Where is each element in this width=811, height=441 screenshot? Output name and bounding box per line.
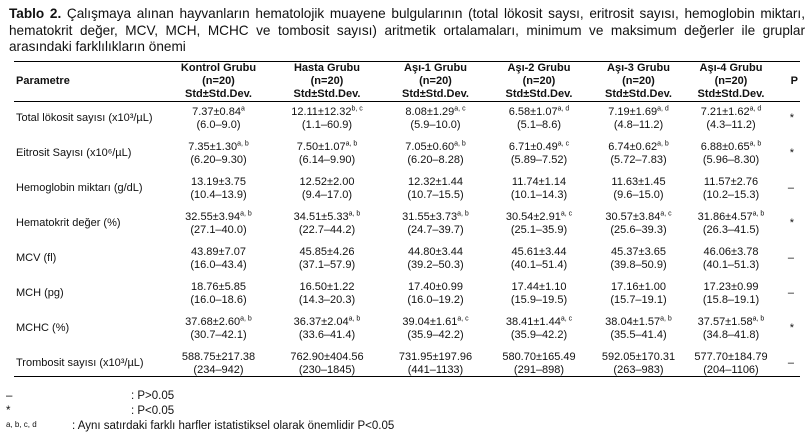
min-max-range: (37.1–57.9): [298, 258, 356, 271]
value-cell: [271, 281, 383, 306]
significance-letters: a: [240, 105, 245, 113]
min-max-range: (9.4–17.0): [301, 188, 353, 201]
min-max-range: (5.89–7.52): [510, 153, 568, 166]
min-max-range: (10.4–13.9): [190, 188, 247, 201]
table-body: [14, 102, 800, 377]
mean-sd-value: 7.50±1.07: [296, 141, 346, 153]
mean-sd: [590, 246, 687, 259]
mean-sd-value: 31.86±4.57: [697, 211, 753, 223]
mean-sd-value: 30.57±3.84: [605, 211, 661, 223]
value-cell: [166, 211, 271, 236]
group-stat: Std±Std.Dev.: [402, 88, 469, 100]
min-max-range: (24.7–39.7): [407, 223, 464, 236]
group-name: Hasta Grubu: [293, 62, 360, 74]
min-max-range: (27.1–40.0): [190, 223, 247, 236]
value-cell: [687, 351, 775, 377]
group-n: (n=20): [419, 75, 452, 87]
group-stat: Std±Std.Dev.: [505, 88, 573, 100]
legend-symbol: a, b, c, d: [6, 420, 37, 429]
value-cell: [590, 351, 687, 377]
p-significance: –: [787, 287, 794, 300]
significance-letters: a, c: [660, 210, 672, 218]
mean-sd: [383, 246, 488, 259]
value-cell: [687, 211, 775, 236]
mean-sd: [590, 106, 687, 119]
mean-sd-value: 580.70±165.49: [502, 351, 576, 363]
mean-sd: [590, 316, 687, 329]
value-cell: [166, 176, 271, 201]
min-max-range: (5.9–10.0): [410, 118, 461, 131]
mean-sd-value: 34.51±5.33: [293, 211, 349, 223]
significance-letters: a, b: [660, 315, 672, 323]
min-max-range: (39.8–50.9): [610, 258, 667, 271]
min-max-range: (10.2–15.3): [702, 188, 760, 201]
min-max-range: (16.0–19.2): [407, 293, 464, 306]
mean-sd: [271, 176, 383, 189]
group-name: Aşı-1 Grubu: [404, 62, 467, 74]
parameter-name: Trombosit sayısı (x10³/µL): [14, 351, 166, 377]
value-cell: [687, 316, 775, 341]
min-max-range: (5.1–8.6): [516, 118, 562, 131]
mean-sd-value: 37.68±2.60: [185, 316, 241, 328]
group-stat: Std±Std.Dev.: [293, 88, 361, 100]
value-cell: [488, 351, 590, 377]
mean-sd-value: 45.61±3.44: [511, 246, 567, 258]
mean-sd: [166, 246, 271, 259]
mean-sd: [488, 316, 590, 329]
value-cell: [488, 281, 590, 306]
group-stat: Std±Std.Dev.: [605, 88, 672, 100]
table-row: [14, 141, 800, 166]
group-name: Aşı-4 Grubu: [699, 62, 763, 74]
group-n: (n=20): [522, 75, 556, 87]
significance-letters: a, c: [557, 140, 570, 148]
min-max-range: (30.7–42.1): [190, 328, 247, 341]
mean-sd-value: 13.19±3.75: [191, 176, 246, 188]
legend-text: : P>0.05: [131, 390, 175, 402]
p-significance: *: [789, 322, 794, 335]
group-stat: Std±Std.Dev.: [697, 88, 765, 100]
mean-sd: [383, 106, 488, 119]
mean-sd-value: 12.11±12.32: [291, 106, 352, 118]
group-n: (n=20): [202, 75, 235, 87]
min-max-range: (40.1–51.3): [702, 258, 760, 271]
group-header: [271, 62, 383, 102]
value-cell: [590, 141, 687, 166]
table-row: [14, 176, 800, 201]
mean-sd-value: 11.57±2.76: [703, 176, 759, 188]
param-header: Parametre: [14, 62, 166, 102]
min-max-range: (14.3–20.3): [298, 293, 356, 306]
significance-letters: a, d: [749, 105, 762, 113]
mean-sd: [271, 246, 383, 259]
value-cell: [166, 102, 271, 132]
table-row: [14, 316, 800, 341]
mean-sd: [383, 141, 488, 154]
significance-letters: a, b: [240, 210, 252, 218]
table-row: [14, 351, 800, 377]
mean-sd: [383, 281, 488, 294]
significance-letters: a, c: [560, 210, 573, 218]
mean-sd-value: 6.58±1.07: [508, 106, 558, 118]
mean-sd-value: 12.32±1.44: [408, 176, 463, 188]
group-header: [166, 62, 271, 102]
min-max-range: (6.20–8.28): [407, 153, 464, 166]
mean-sd-value: 18.76±5.85: [191, 281, 246, 293]
min-max-range: (35.5–41.4): [610, 328, 667, 341]
p-significance: –: [787, 182, 794, 195]
mean-sd: [687, 211, 775, 224]
row-spacer: [14, 341, 800, 351]
min-max-range: (204–1106): [703, 363, 759, 376]
value-cell: [590, 176, 687, 201]
row-spacer: [14, 306, 800, 316]
value-cell: [271, 351, 383, 377]
min-max-range: (15.9–19.5): [510, 293, 568, 306]
mean-sd: [271, 211, 383, 224]
mean-sd: [166, 176, 271, 189]
mean-sd-value: 577.70±184.79: [694, 351, 768, 363]
legend-symbol: –: [6, 390, 13, 402]
min-max-range: (6.20–9.30): [190, 153, 247, 166]
min-max-range: (16.0–18.6): [190, 293, 247, 306]
value-cell: [166, 246, 271, 271]
value-cell: [488, 102, 590, 132]
mean-sd: [488, 141, 590, 154]
min-max-range: (6.0–9.0): [196, 118, 241, 131]
mean-sd-value: 12.52±2.00: [299, 176, 355, 188]
mean-sd-value: 36.37±2.04: [293, 316, 349, 328]
mean-sd: [590, 141, 687, 154]
value-cell: [488, 211, 590, 236]
value-cell: [383, 246, 488, 271]
significance-letters: a, d: [557, 105, 570, 113]
group-name: Kontrol Grubu: [180, 62, 257, 74]
group-n: (n=20): [622, 75, 655, 87]
significance-letters: b, c: [351, 105, 363, 113]
mean-sd-value: 17.44±1.10: [511, 281, 567, 293]
row-spacer: [14, 131, 800, 141]
mean-sd: [271, 141, 383, 154]
value-cell: [271, 316, 383, 341]
mean-sd: [488, 176, 590, 189]
value-cell: [590, 102, 687, 132]
mean-sd: [166, 281, 271, 294]
mean-sd-value: 11.74±1.14: [511, 176, 567, 188]
mean-sd-value: 6.71±0.49: [508, 141, 558, 153]
significance-letters: a, b: [457, 210, 469, 218]
mean-sd-value: 7.21±1.62: [700, 106, 750, 118]
mean-sd: [687, 281, 775, 294]
value-cell: [488, 176, 590, 201]
parameter-name: Hematokrit değer (%): [16, 217, 121, 230]
mean-sd: [687, 351, 775, 364]
p-header: P: [775, 62, 800, 102]
mean-sd-value: 7.19±1.69: [608, 106, 658, 118]
significance-letters: a, b: [752, 315, 765, 323]
row-spacer-cell: [14, 131, 800, 141]
table-label: Tablo 2.: [9, 6, 62, 21]
mean-sd-value: 17.40±0.99: [408, 281, 463, 293]
mean-sd: [166, 351, 271, 364]
value-cell: [687, 102, 775, 132]
legend-text: : P<0.05: [131, 405, 175, 417]
parameter-name: Eitrosit Sayısı (x10⁶/µL): [16, 147, 132, 160]
mean-sd-value: 38.04±1.57: [605, 316, 661, 328]
min-max-range: (25.1–35.9): [510, 223, 568, 236]
mean-sd: [590, 176, 687, 189]
mean-sd: [271, 106, 383, 119]
value-cell: [271, 102, 383, 132]
mean-sd: [271, 351, 383, 364]
significance-letters: a, b: [348, 210, 361, 218]
value-cell: [271, 141, 383, 166]
significance-letters: a, b: [348, 315, 361, 323]
significance-letters: a, b: [345, 140, 358, 148]
row-spacer: [14, 166, 800, 176]
min-max-range: (25.6–39.3): [610, 223, 667, 236]
min-max-range: (35.9–42.2): [407, 328, 464, 341]
min-max-range: (4.8–11.2): [613, 118, 664, 131]
value-cell: [590, 281, 687, 306]
value-cell: [687, 281, 775, 306]
mean-sd: [488, 106, 590, 119]
min-max-range: (15.7–19.1): [610, 293, 667, 306]
group-name: Aşı-2 Grubu: [507, 62, 571, 74]
group-name: Aşı-3 Grubu: [607, 62, 670, 74]
row-spacer-cell: [14, 306, 800, 316]
min-max-range: (234–942): [193, 363, 244, 376]
group-header: [687, 62, 775, 102]
mean-sd: [687, 246, 775, 259]
value-cell: [488, 316, 590, 341]
mean-sd: [271, 281, 383, 294]
significance-letters: a, b: [749, 140, 762, 148]
row-spacer-cell: [14, 166, 800, 176]
mean-sd-value: 46.06±3.78: [703, 246, 759, 258]
value-cell: [166, 141, 271, 166]
significance-letters: a, d: [657, 105, 669, 113]
row-spacer: [14, 271, 800, 281]
value-cell: [590, 316, 687, 341]
min-max-range: (230–1845): [298, 363, 356, 376]
value-cell: [383, 211, 488, 236]
value-cell: [383, 351, 488, 377]
min-max-range: (1.1–60.9): [301, 118, 353, 131]
significance-letters: a, b: [237, 140, 249, 148]
mean-sd: [166, 141, 271, 154]
table-row: [14, 211, 800, 236]
table-caption: [9, 6, 805, 56]
value-cell: [383, 316, 488, 341]
row-spacer-cell: [14, 201, 800, 211]
min-max-range: (441–1133): [407, 363, 464, 376]
group-header: [488, 62, 590, 102]
mean-sd-value: 43.89±7.07: [191, 246, 246, 258]
mean-sd: [488, 246, 590, 259]
mean-sd-value: 16.50±1.22: [299, 281, 355, 293]
row-spacer-cell: [14, 236, 800, 246]
row-spacer-cell: [14, 341, 800, 351]
min-max-range: (34.8–41.8): [702, 328, 760, 341]
min-max-range: (4.3–11.2): [706, 118, 756, 131]
significance-letters: a, c: [457, 315, 469, 323]
mean-sd: [271, 316, 383, 329]
parameter-name: Total lökosit sayısı (x10³/µL): [16, 112, 153, 125]
min-max-range: (33.6–41.4): [298, 328, 356, 341]
parameter-name: MCH (pg): [16, 287, 64, 300]
significance-letters: a, b: [752, 210, 765, 218]
mean-sd: [687, 106, 775, 119]
min-max-range: (5.96–8.30): [702, 153, 760, 166]
min-max-range: (16.0–43.4): [190, 258, 247, 271]
value-cell: [383, 281, 488, 306]
mean-sd: [687, 141, 775, 154]
min-max-range: (10.7–15.5): [407, 188, 464, 201]
mean-sd-value: 588.75±217.38: [181, 351, 256, 363]
mean-sd: [590, 281, 687, 294]
mean-sd-value: 45.37±3.65: [611, 246, 666, 258]
group-stat: Std±Std.Dev.: [185, 88, 252, 100]
table-row: [14, 102, 800, 132]
min-max-range: (39.2–50.3): [407, 258, 464, 271]
mean-sd-value: 8.08±1.29: [405, 106, 455, 118]
mean-sd-value: 762.90±404.56: [290, 351, 364, 363]
value-cell: [590, 211, 687, 236]
value-cell: [383, 176, 488, 201]
mean-sd-value: 45.85±4.26: [299, 246, 355, 258]
min-max-range: (5.72–7.83): [610, 153, 667, 166]
value-cell: [166, 316, 271, 341]
row-spacer-cell: [14, 271, 800, 281]
p-significance: *: [789, 147, 794, 160]
row-spacer: [14, 236, 800, 246]
significance-letters: a, b: [454, 140, 466, 148]
significance-letters: a, b: [240, 315, 252, 323]
group-header: [383, 62, 488, 102]
legend-symbol: *: [6, 405, 11, 417]
value-cell: [590, 246, 687, 271]
group-n: (n=20): [310, 75, 344, 87]
min-max-range: (291–898): [513, 363, 565, 376]
value-cell: [271, 211, 383, 236]
p-significance: *: [789, 217, 794, 230]
p-significance: *: [789, 112, 794, 125]
row-spacer: [14, 201, 800, 211]
mean-sd: [488, 351, 590, 364]
mean-sd-value: 7.35±1.30: [188, 141, 238, 153]
min-max-range: (263–983): [613, 363, 664, 376]
mean-sd-value: 39.04±1.61: [402, 316, 458, 328]
legend-text: : Aynı satırdaki farklı harfler istatistiksel olarak önemlidir P<0.05: [72, 420, 395, 432]
value-cell: [383, 141, 488, 166]
value-cell: [383, 102, 488, 132]
mean-sd: [383, 351, 488, 364]
value-cell: [687, 141, 775, 166]
group-n: (n=20): [714, 75, 748, 87]
value-cell: [488, 141, 590, 166]
mean-sd: [166, 211, 271, 224]
mean-sd-value: 32.55±3.94: [185, 211, 241, 223]
p-significance: –: [787, 252, 794, 265]
mean-sd: [488, 281, 590, 294]
p-significance: –: [775, 351, 800, 377]
mean-sd: [590, 351, 687, 364]
hematology-table: [14, 61, 800, 377]
mean-sd-value: 7.37±0.84: [192, 106, 241, 118]
group-header: [590, 62, 687, 102]
mean-sd: [383, 211, 488, 224]
min-max-range: (6.14–9.90): [298, 153, 356, 166]
mean-sd: [687, 176, 775, 189]
table-row: [14, 281, 800, 306]
mean-sd: [383, 316, 488, 329]
value-cell: [271, 176, 383, 201]
mean-sd: [383, 176, 488, 189]
mean-sd: [166, 106, 271, 119]
table-header-row: [14, 62, 800, 102]
min-max-range: (40.1–51.4): [510, 258, 568, 271]
significance-letters: a, c: [560, 315, 573, 323]
table-caption-text: Çalışmaya alınan hayvanların hematolojik muayene bulgularının (total lökosit saysı, eritrosit sayısı, hemoglobin miktarı, hematokrit değer, MCV, MCH, MCHC ve tombosit sayısı) aritmetik ortalamaları, minimum ve maksimum değerler ile gruplar arasındaki farklılıkların önemi: [9, 6, 805, 54]
value-cell: [271, 246, 383, 271]
significance-letters: a, b: [657, 140, 669, 148]
table-row: [14, 246, 800, 271]
parameter-name: Hemoglobin miktarı (g/dL): [16, 182, 143, 195]
mean-sd-value: 6.88±0.65: [700, 141, 750, 153]
min-max-range: (9.6–15.0): [613, 188, 664, 201]
mean-sd-value: 31.55±3.73: [402, 211, 458, 223]
min-max-range: (10.1–14.3): [510, 188, 568, 201]
mean-sd-value: 592.05±170.31: [601, 351, 676, 363]
parameter-name: MCHC (%): [16, 322, 70, 335]
mean-sd-value: 11.63±1.45: [611, 176, 666, 188]
value-cell: [166, 281, 271, 306]
mean-sd: [166, 316, 271, 329]
value-cell: [166, 351, 271, 377]
mean-sd-value: 30.54±2.91: [505, 211, 561, 223]
min-max-range: (26.3–41.5): [702, 223, 760, 236]
parameter-name: MCV (fl): [16, 252, 57, 265]
value-cell: [687, 246, 775, 271]
min-max-range: (35.9–42.2): [510, 328, 568, 341]
mean-sd-value: 44.80±3.44: [408, 246, 463, 258]
mean-sd-value: 17.23±0.99: [703, 281, 759, 293]
mean-sd-value: 731.95±197.96: [398, 351, 473, 363]
mean-sd: [488, 211, 590, 224]
mean-sd-value: 37.57±1.58: [697, 316, 753, 328]
value-cell: [687, 176, 775, 201]
significance-letters: a, c: [454, 105, 466, 113]
mean-sd-value: 7.05±0.60: [405, 141, 455, 153]
mean-sd: [590, 211, 687, 224]
mean-sd-value: 17.16±1.00: [611, 281, 666, 293]
mean-sd: [687, 316, 775, 329]
mean-sd-value: 38.41±1.44: [505, 316, 561, 328]
value-cell: [488, 246, 590, 271]
min-max-range: (15.8–19.1): [702, 293, 760, 306]
mean-sd-value: 6.74±0.62: [608, 141, 658, 153]
min-max-range: (22.7–44.2): [298, 223, 356, 236]
